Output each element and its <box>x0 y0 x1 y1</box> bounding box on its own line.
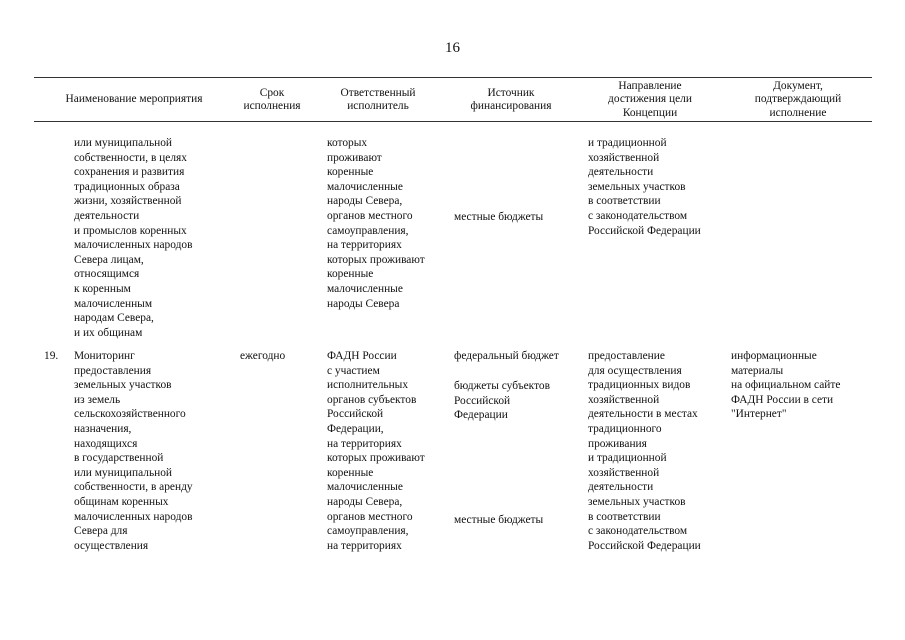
row-19-funding-federal: федеральный бюджет <box>454 350 559 362</box>
row-prev-name: или муниципальной собственности, в целях сохранения и развития традиционных образа жизни, хозяйственной деятельности и промыслов коренных малочисленных народов Севера лицам, относящимся к коренным малочисленным народам Севера, и их общинам <box>74 137 193 339</box>
row-19-responsible: ФАДН России с участием исполнительных органов субъектов Российской Федерации, на территориях которых проживают коренные малочисленные народы Севера, органов местного самоуправления, на территориях <box>327 350 425 552</box>
page-number: 16 <box>445 40 460 56</box>
header-deadline: Срок исполнения <box>243 86 301 112</box>
header-document: Документ, подтверждающий исполнение <box>754 79 842 119</box>
row-19-deadline: ежегодно <box>240 350 286 362</box>
header-name: Наименование мероприятия <box>65 93 203 106</box>
row-prev-funding: местные бюджеты <box>454 211 544 223</box>
row-19-funding-local: местные бюджеты <box>454 514 544 526</box>
table-top-border <box>34 77 872 78</box>
table-header-border <box>34 121 872 122</box>
row-19-number: 19. <box>44 350 59 362</box>
row-19-document: информационные материалы на официальном сайте ФАДН России в сети "Интернет" <box>731 350 841 421</box>
header-responsible: Ответственный исполнитель <box>340 86 416 112</box>
row-19-direction: предоставление для осуществления традиционных видов хозяйственной деятельности в местах традиционного проживания и традиционной хозяйственной деятельности земельных участков в соответствии с законодательством Российской Федерации <box>588 350 701 552</box>
row-19-name: Мониторинг предоставления земельных участков из земель сельскохозяйственного назначения, находящихся в государственной или муниципальной собственности, в аренду общинам коренных малочисленных народов Севера для осуществления <box>74 350 193 552</box>
row-prev-responsible: которых проживают коренные малочисленные народы Севера, органов местного самоуправления, на территориях которых проживают коренные малочисленные народы Севера <box>327 137 425 310</box>
row-19-funding-regional: бюджеты субъектов Российской Федерации <box>454 380 550 422</box>
row-prev-direction: и традиционной хозяйственной деятельности земельных участков в соответствии с законодательством Российской Федерации <box>588 137 701 237</box>
header-direction: Направление достижения цели Концепции <box>608 79 692 119</box>
header-funding: Источник финансирования <box>470 86 552 112</box>
